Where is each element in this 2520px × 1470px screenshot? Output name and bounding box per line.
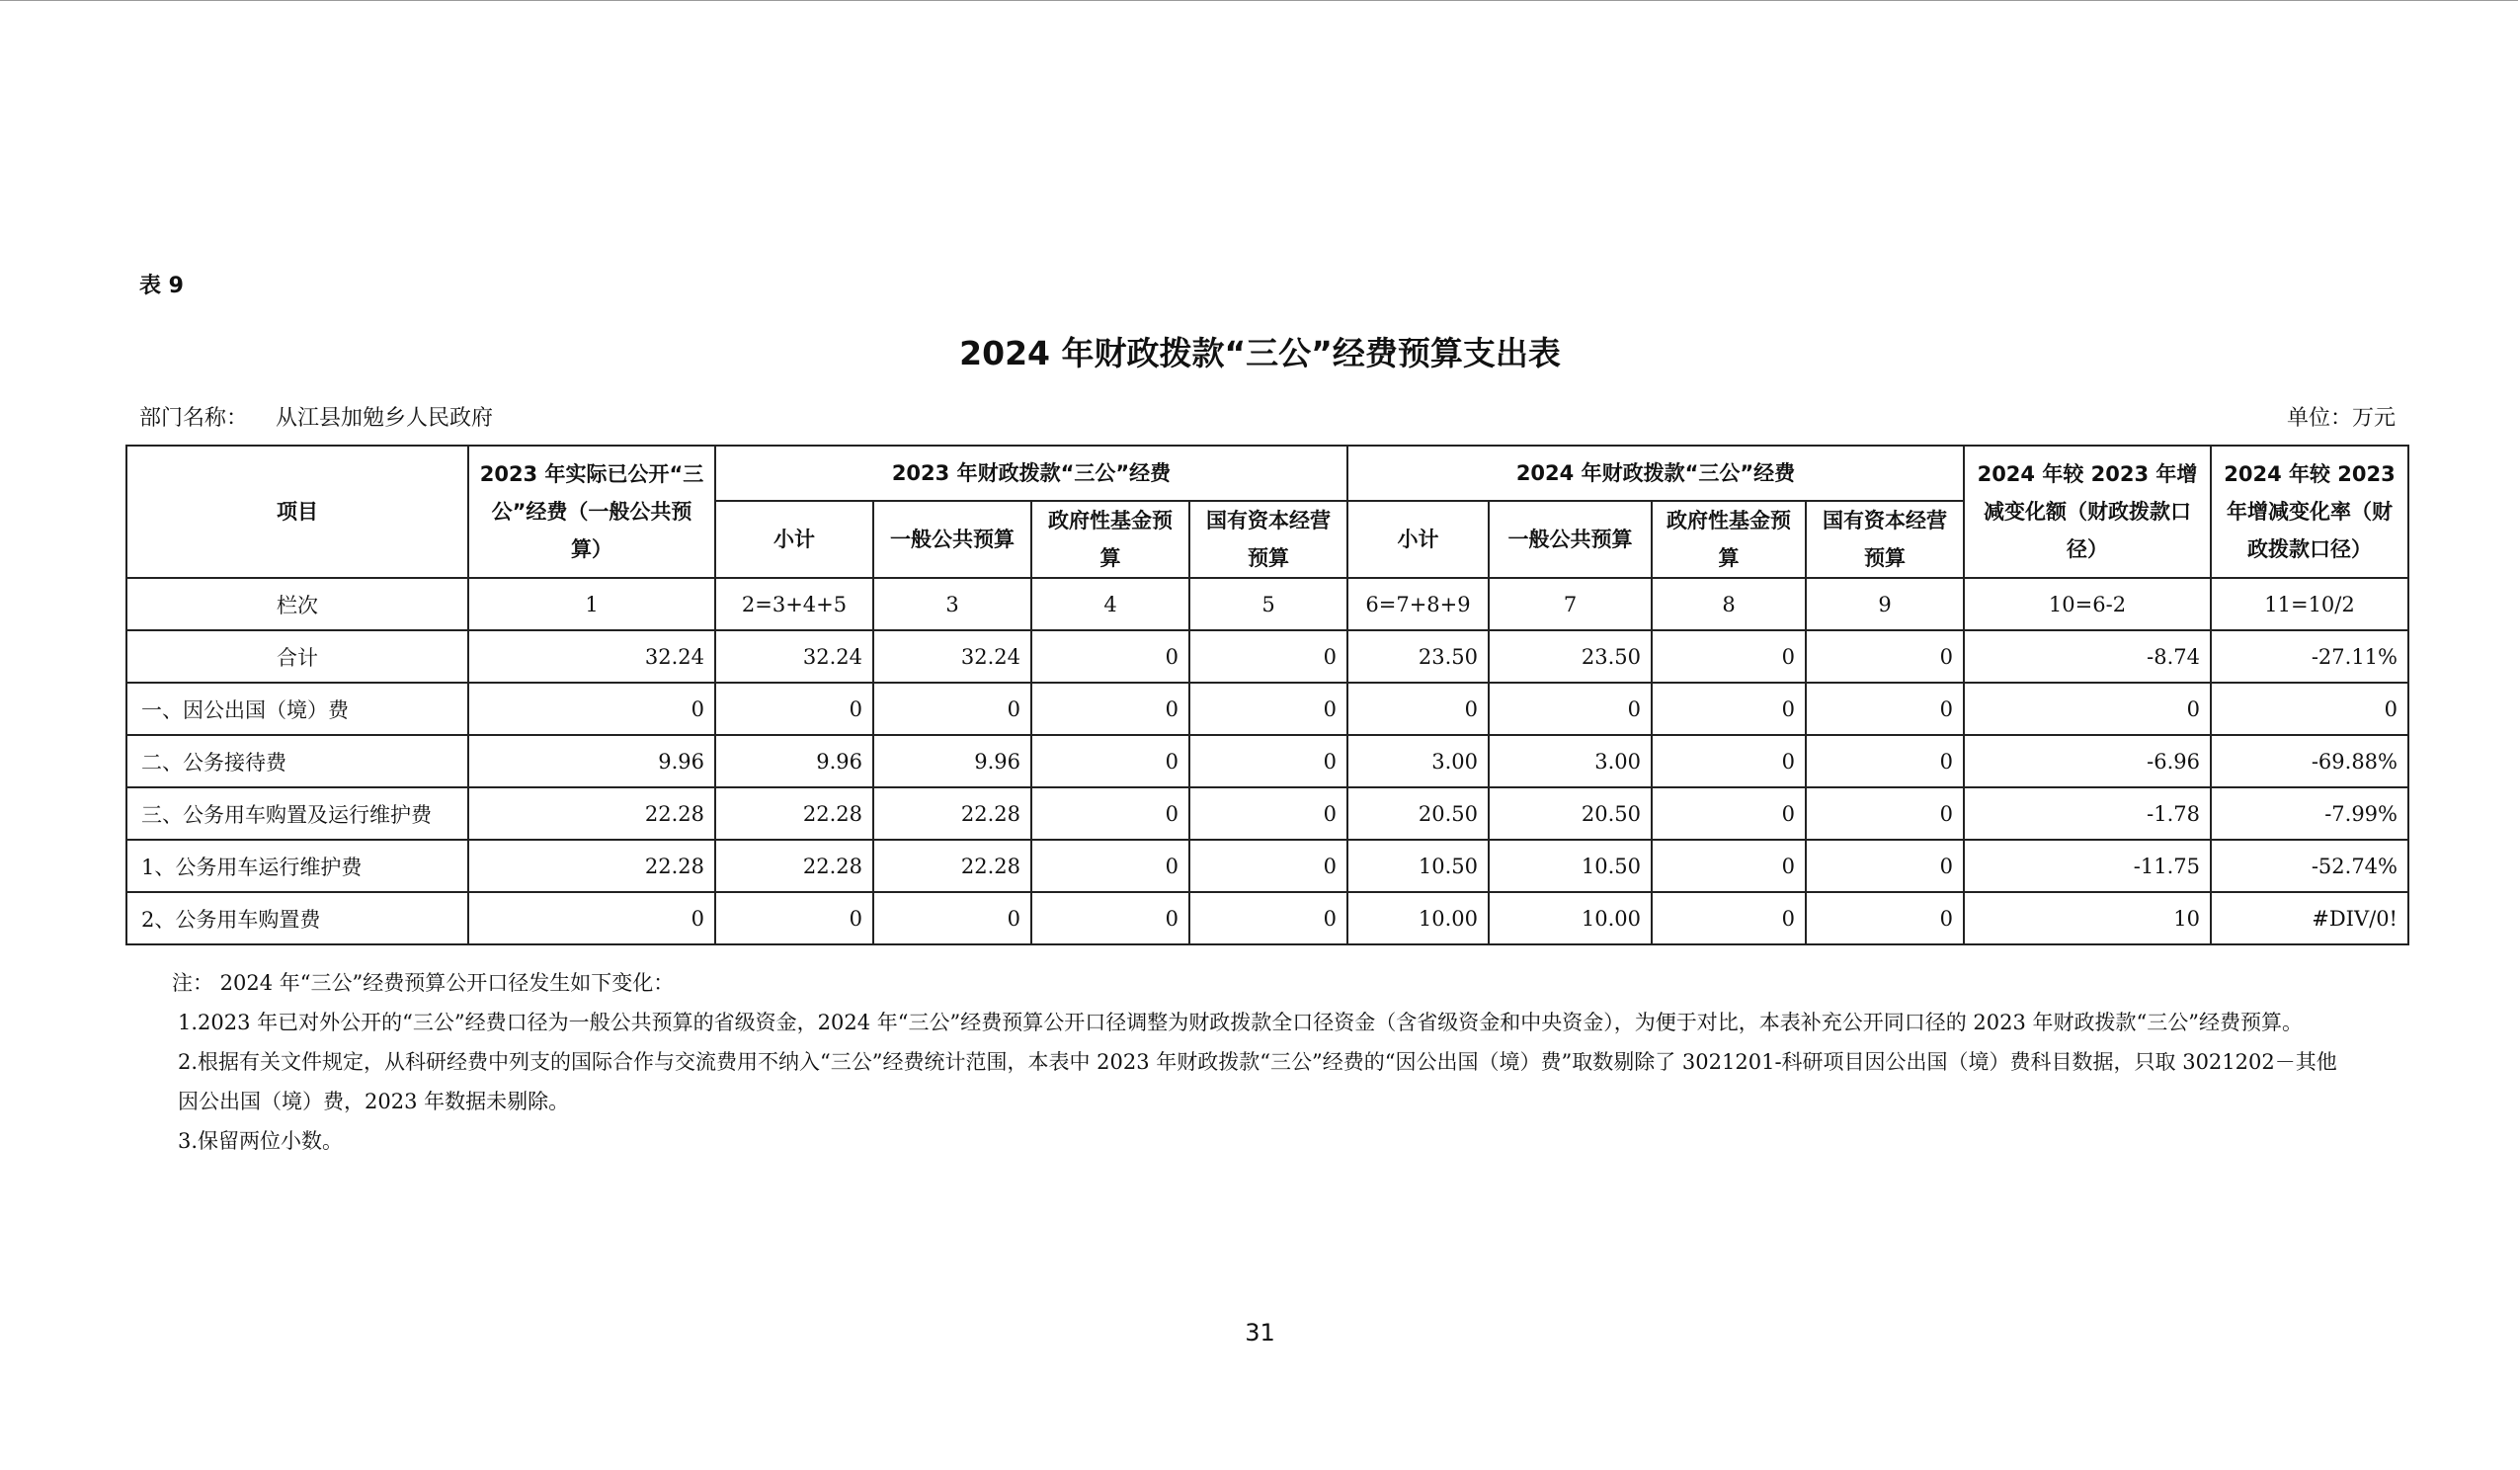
table-cell: 23.50 <box>1489 630 1652 683</box>
table-cell: 0 <box>468 683 715 735</box>
table-cell: 7 <box>1489 578 1652 630</box>
table-cell: 5 <box>1189 578 1347 630</box>
page-top-border <box>0 0 2518 1</box>
table-cell: 22.28 <box>715 787 873 840</box>
table-cell: -7.99% <box>2211 787 2408 840</box>
row-label: 合计 <box>126 630 468 683</box>
table-cell: 0 <box>1489 683 1652 735</box>
table-cell: 3.00 <box>1489 735 1652 787</box>
header-2023-fund: 政府性基金预算 <box>1031 501 1189 578</box>
table-cell: 0 <box>1652 840 1806 892</box>
table-cell: 0 <box>1652 630 1806 683</box>
table-cell: 0 <box>873 683 1031 735</box>
table-cell: 0 <box>1031 840 1189 892</box>
table-cell: 4 <box>1031 578 1189 630</box>
notes-intro: 注： 2024 年“三公”经费预算公开口径发生如下变化： <box>172 971 675 995</box>
table-cell: 9.96 <box>468 735 715 787</box>
table-cell: 2=3+4+5 <box>715 578 873 630</box>
table-cell: 8 <box>1652 578 1806 630</box>
header-2023-subtotal: 小计 <box>715 501 873 578</box>
row-label: 一、因公出国（境）费 <box>126 683 468 735</box>
table-cell: 0 <box>715 683 873 735</box>
table-cell: 20.50 <box>1489 787 1652 840</box>
table-cell: 0 <box>1652 892 1806 944</box>
table-cell: 10.50 <box>1347 840 1489 892</box>
row-label: 1、公务用车运行维护费 <box>126 840 468 892</box>
header-group-2024: 2024 年财政拨款“三公”经费 <box>1347 446 1964 501</box>
table-row-total <box>126 630 2408 683</box>
header-change-amount: 2024 年较 2023 年增减变化额（财政拨款口径） <box>1964 446 2211 578</box>
table-label: 表 9 <box>139 274 184 298</box>
table-cell: 3 <box>873 578 1031 630</box>
table-cell: -27.11% <box>2211 630 2408 683</box>
table-cell: 0 <box>2211 683 2408 735</box>
table-cell: -69.88% <box>2211 735 2408 787</box>
header-2023-general: 一般公共预算 <box>873 501 1031 578</box>
table-cell: 0 <box>468 892 715 944</box>
row-label: 2、公务用车购置费 <box>126 892 468 944</box>
table-cell: 0 <box>873 892 1031 944</box>
table-cell: 0 <box>1652 683 1806 735</box>
table-notes <box>172 963 2351 1161</box>
table-cell: 0 <box>1031 683 1189 735</box>
table-cell: 0 <box>1189 892 1347 944</box>
table-cell: 22.28 <box>715 840 873 892</box>
table-cell: 0 <box>1189 787 1347 840</box>
table-cell: 0 <box>1031 892 1189 944</box>
note-item: 2.根据有关文件规定，从科研经费中列支的国际合作与交流费用不纳入“三公”经费统计范围，本表中 2023 年财政拨款“三公”经费的“因公出国（境）费”取数剔除了 3021201-科研项目因公出国（境）费科目数据，只取 3021202－其他因公出国（境）费，2023 年数据未剔除。 <box>178 1050 2337 1113</box>
table-cell: 1 <box>468 578 715 630</box>
header-item: 项目 <box>126 446 468 578</box>
table-cell: 32.24 <box>715 630 873 683</box>
table-cell: 0 <box>715 892 873 944</box>
table-cell: -8.74 <box>1964 630 2211 683</box>
table-cell: 10.00 <box>1489 892 1652 944</box>
table-cell: 10=6-2 <box>1964 578 2211 630</box>
table-cell: #DIV/0! <box>2211 892 2408 944</box>
table-cell: 0 <box>1031 735 1189 787</box>
department-label: 部门名称： <box>139 406 249 431</box>
table-cell: 9.96 <box>715 735 873 787</box>
table-cell: 0 <box>1652 735 1806 787</box>
table-cell: 0 <box>1806 840 1964 892</box>
header-actual-2023: 2023 年实际已公开“三公”经费（一般公共预算） <box>468 446 715 578</box>
column-index-row <box>126 578 2408 630</box>
table-cell: 0 <box>1189 683 1347 735</box>
header-2023-capital: 国有资本经营预算 <box>1189 501 1347 578</box>
table-cell: 22.28 <box>873 787 1031 840</box>
page-title: 2024 年财政拨款“三公”经费预算支出表 <box>959 334 1561 372</box>
table-cell: -6.96 <box>1964 735 2211 787</box>
table-cell: 0 <box>1652 787 1806 840</box>
table-cell: 0 <box>1806 630 1964 683</box>
row-label: 三、公务用车购置及运行维护费 <box>126 787 468 840</box>
header-change-rate: 2024 年较 2023 年增减变化率（财政拨款口径） <box>2211 446 2408 578</box>
table-cell: 6=7+8+9 <box>1347 578 1489 630</box>
department-line <box>139 401 493 432</box>
table-cell: 0 <box>1806 683 1964 735</box>
budget-table <box>125 445 2409 945</box>
table-cell: 23.50 <box>1347 630 1489 683</box>
table-cell: 0 <box>1806 787 1964 840</box>
table-row <box>126 840 2408 892</box>
table-cell: 3.00 <box>1347 735 1489 787</box>
table-row <box>126 787 2408 840</box>
table-cell: -52.74% <box>2211 840 2408 892</box>
note-item: 1.2023 年已对外公开的“三公”经费口径为一般公共预算的省级资金，2024 年“三公”经费预算公开口径调整为财政拨款全口径资金（含省级资金和中央资金），为便于对比，本表补充公开同口径的 2023 年财政拨款“三公”经费预算。 <box>178 1011 2303 1034</box>
table-cell: 0 <box>1189 840 1347 892</box>
table-cell: 9 <box>1806 578 1964 630</box>
table-cell: 32.24 <box>873 630 1031 683</box>
table-cell: 10 <box>1964 892 2211 944</box>
page-number: 31 <box>1245 1319 1275 1347</box>
table-cell: 0 <box>1031 630 1189 683</box>
unit-label: 单位：万元 <box>2286 406 2396 431</box>
header-2024-subtotal: 小计 <box>1347 501 1489 578</box>
table-cell: 32.24 <box>468 630 715 683</box>
table-cell: -1.78 <box>1964 787 2211 840</box>
table-cell: 0 <box>1806 735 1964 787</box>
table-cell: 0 <box>1347 683 1489 735</box>
table-cell: 0 <box>1189 630 1347 683</box>
table-cell: 栏次 <box>126 578 468 630</box>
table-cell: 0 <box>1189 735 1347 787</box>
table-cell: 0 <box>1806 892 1964 944</box>
table-cell: 22.28 <box>873 840 1031 892</box>
table-cell: 11=10/2 <box>2211 578 2408 630</box>
table-cell: 9.96 <box>873 735 1031 787</box>
table-cell: 10.50 <box>1489 840 1652 892</box>
header-2024-capital: 国有资本经营预算 <box>1806 501 1964 578</box>
header-2024-fund: 政府性基金预算 <box>1652 501 1806 578</box>
table-cell: 0 <box>1031 787 1189 840</box>
table-cell: 22.28 <box>468 787 715 840</box>
table-cell: 20.50 <box>1347 787 1489 840</box>
table-row <box>126 735 2408 787</box>
header-2024-general: 一般公共预算 <box>1489 501 1652 578</box>
table-row <box>126 683 2408 735</box>
department-value: 从江县加勉乡人民政府 <box>276 406 494 431</box>
table-cell: 10.00 <box>1347 892 1489 944</box>
row-label: 二、公务接待费 <box>126 735 468 787</box>
table-row <box>126 892 2408 944</box>
table-cell: 22.28 <box>468 840 715 892</box>
header-row-1 <box>126 446 2408 501</box>
note-item: 3.保留两位小数。 <box>178 1129 344 1153</box>
table-cell: -11.75 <box>1964 840 2211 892</box>
table-cell: 0 <box>1964 683 2211 735</box>
header-group-2023: 2023 年财政拨款“三公”经费 <box>715 446 1347 501</box>
